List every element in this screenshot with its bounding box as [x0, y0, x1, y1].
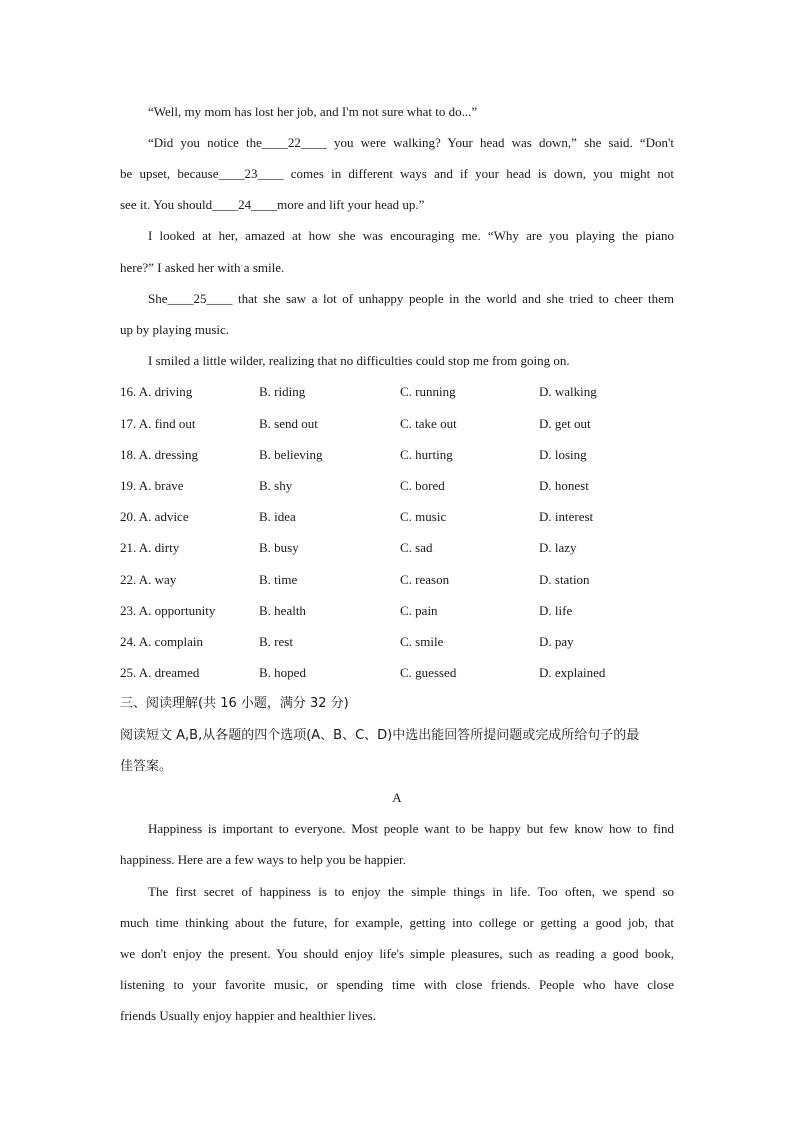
passage-line: here?” I asked her with a smile. — [120, 260, 285, 275]
passage-title: A — [392, 790, 402, 805]
section-heading: 三、阅读理解(共 16 小题，满分 32 分) — [120, 696, 349, 711]
passage-line: “Did you notice the____22____ you were walking? Your head was down,” she said. “Don't — [148, 135, 674, 150]
option-a: 18. A. dressing — [120, 447, 198, 462]
passage-a-line: The first secret of happiness is to enjoy the simple things in life. Too often, we spend so — [148, 884, 674, 899]
option-c: C. take out — [400, 416, 457, 431]
option-d: D. walking — [539, 384, 597, 399]
passage-a-line: listening to your favorite music, or spending time with close friends. People who have close — [120, 977, 674, 992]
option-a: 24. A. complain — [120, 634, 204, 649]
passage-a-line: we don't enjoy the present. You should enjoy life's simple pleasures, such as reading a good book, — [120, 946, 674, 961]
option-b: B. rest — [259, 634, 293, 649]
option-d: D. pay — [539, 634, 574, 649]
option-b: B. health — [259, 603, 306, 618]
option-b: B. send out — [259, 416, 318, 431]
passage-a-line: friends Usually enjoy happier and healthier lives. — [120, 1008, 376, 1023]
option-b: B. riding — [259, 384, 306, 399]
option-d: D. station — [539, 572, 590, 587]
option-a: 22. A. way — [120, 572, 177, 587]
option-d: D. interest — [539, 509, 594, 524]
option-a: 25. A. dreamed — [120, 665, 200, 680]
passage-line: “Well, my mom has lost her job, and I'm not sure what to do...” — [148, 104, 478, 119]
passage-line: She____25____ that she saw a lot of unhappy people in the world and she tried to cheer them — [148, 291, 674, 306]
passage-line: I looked at her, amazed at how she was encouraging me. “Why are you playing the piano — [148, 228, 674, 243]
option-d: D. honest — [539, 478, 589, 493]
option-d: D. lazy — [539, 540, 577, 555]
option-c: C. pain — [400, 603, 438, 618]
option-b: B. time — [259, 572, 298, 587]
passage-line: I smiled a little wilder, realizing that no difficulties could stop me from going on. — [148, 353, 570, 368]
option-b: B. hoped — [259, 665, 306, 680]
instructions: 佳答案。 — [120, 759, 173, 774]
passage-line: up by playing music. — [120, 322, 230, 337]
passage-a-line: Happiness is important to everyone. Most people want to be happy but few know how to find — [148, 821, 674, 836]
option-a: 21. A. dirty — [120, 540, 180, 555]
option-a: 17. A. find out — [120, 416, 196, 431]
option-c: C. smile — [400, 634, 444, 649]
option-d: D. explained — [539, 665, 606, 680]
option-a: 23. A. opportunity — [120, 603, 216, 618]
instructions: 阅读短文 A,B,从各题的四个选项(A、B、C、D)中选出能回答所提问题或完成所给句子的最 — [120, 728, 640, 743]
passage-line: see it. You should____24____more and lift your head up.” — [120, 197, 425, 212]
option-b: B. busy — [259, 540, 299, 555]
passage-line: be upset, because____23____ comes in different ways and if your head is down, you might not — [120, 166, 674, 181]
option-d: D. get out — [539, 416, 591, 431]
option-c: C. guessed — [400, 665, 457, 680]
option-d: D. losing — [539, 447, 587, 462]
option-c: C. hurting — [400, 447, 453, 462]
option-c: C. music — [400, 509, 447, 524]
passage-a-line: much time thinking about the future, for example, getting into college or getting a good job, that — [120, 915, 674, 930]
option-b: B. shy — [259, 478, 293, 493]
option-b: B. idea — [259, 509, 296, 524]
option-d: D. life — [539, 603, 573, 618]
passage-a-line: happiness. Here are a few ways to help you be happier. — [120, 852, 406, 867]
option-a: 16. A. driving — [120, 384, 193, 399]
option-c: C. sad — [400, 540, 433, 555]
option-c: C. running — [400, 384, 456, 399]
option-b: B. believing — [259, 447, 323, 462]
option-a: 20. A. advice — [120, 509, 189, 524]
option-a: 19. A. brave — [120, 478, 184, 493]
option-c: C. bored — [400, 478, 445, 493]
option-c: C. reason — [400, 572, 450, 587]
